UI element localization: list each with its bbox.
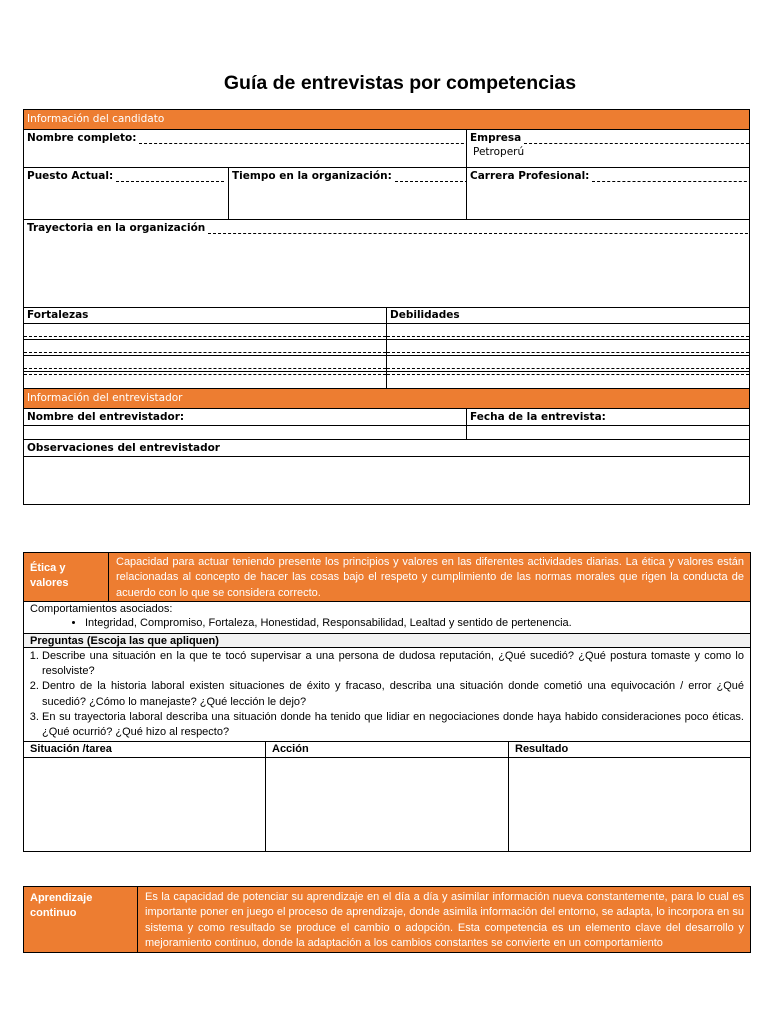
full-name-dashline [139,132,466,144]
result-input[interactable] [509,757,751,851]
ethics-competency-table [23,552,751,852]
questions-header: Preguntas (Escoja las que apliquen) [24,633,751,647]
interviewer-name-label: Nombre del entrevistador: [24,409,467,426]
behaviors-list [30,616,744,631]
col-situation-header: Situación /tarea [24,741,266,757]
interview-date-input[interactable] [467,426,750,440]
company-field[interactable] [467,130,750,168]
current-position-label: Puesto Actual: [27,170,114,182]
trajectory-dashline [208,222,749,234]
question-item: 2. Dentro de la historia laboral existen situaciones de éxito y fracaso, describa una situación donde cometió una equivocación / error ¿Qué sucedió? ¿Cómo lo manejaste? ¿Qué lección le dejo? [42,679,744,710]
learning-description-text: Es la capacidad de potenciar su aprendizaje en el día a día y asimilar información nueva constantemente, para lo cual es importante poner en juego el proceso de aprendizaje, donde asimila información del entorno, se adapta, lo incorpora en su sistema y como resultado se produce el cambio o adopción. Esta competencia es un elemento clave del desarrollo y mejoramiento continuo, donde la adaptación a los cambios constantes se convierte en un comportamiento [145,891,744,949]
strength-line-4[interactable] [24,372,387,389]
candidate-form [23,109,750,505]
strengths-label: Fortalezas [24,308,387,324]
candidate-section-header: Información del candidato [24,110,750,130]
action-input[interactable] [266,757,509,851]
behaviors-cell [24,601,751,633]
company-dashline [524,132,749,144]
behaviors-label: Comportamientos asociados: [30,602,173,615]
learning-competency-table [23,886,751,953]
company-label: Empresa [470,132,522,144]
weakness-line-1[interactable] [387,324,750,340]
questions-cell [24,647,751,741]
strength-line-1[interactable] [24,324,387,340]
company-value: Petroperú [473,146,525,158]
time-in-org-dashline [395,170,467,182]
weakness-line-2[interactable] [387,340,750,356]
career-label: Carrera Profesional: [470,170,590,182]
full-name-field[interactable] [24,130,467,168]
time-in-org-label: Tiempo en la organización: [232,170,392,182]
learning-description [138,887,751,953]
trajectory-label: Trayectoria en la organización [27,222,206,234]
col-action-header: Acción [266,741,509,757]
ethics-description: Capacidad para actuar teniendo presente los principios y valores en las diferentes actividades diarias. La ética y valores están relacionadas al concepto de hacer las cosas bajo el respeto y cumplimiento de las normas morales que rigen la conducta de acuerdo con lo que se considera correcto. [109,553,751,602]
situation-input[interactable] [24,757,266,851]
strength-line-3[interactable] [24,356,387,372]
col-result-header: Resultado [509,741,751,757]
career-dashline [592,170,749,182]
ethics-label: Ética y valores [24,553,109,602]
questions-list [24,649,750,741]
full-name-label: Nombre completo: [27,132,137,144]
interviewer-section-header: Información del entrevistador [24,389,750,409]
weaknesses-label: Debilidades [387,308,750,324]
strength-line-2[interactable] [24,340,387,356]
interview-date-label: Fecha de la entrevista: [467,409,750,426]
trajectory-field[interactable] [24,220,750,308]
interviewer-name-input[interactable] [24,426,467,440]
page-title: Guía de entrevistas por competencias [223,72,577,94]
behaviors-item: • Integridad, Compromiso, Fortaleza, Honestidad, Responsabilidad, Lealtad y sentido de pertenencia. [85,616,744,631]
current-position-field[interactable] [24,168,229,220]
question-item: 1. Describe una situación en la que te tocó supervisar a una persona de dudosa reputación, ¿Qué sucedió? ¿Qué postura tomaste y como lo resolviste? [42,649,744,680]
weakness-line-3[interactable] [387,356,750,372]
weakness-line-4[interactable] [387,372,750,389]
career-field[interactable] [467,168,750,220]
question-item: 3. En su trayectoria laboral describa una situación donde ha tenido que lidiar en negociaciones donde haya habido consideraciones poco éticas. ¿Qué ocurrió? ¿Qué hizo al respecto? [42,710,744,741]
current-position-dashline [116,170,224,182]
observations-input[interactable] [24,457,750,505]
time-in-org-field[interactable] [229,168,467,220]
learning-label: Aprendizaje continuo [24,887,138,953]
observations-label: Observaciones del entrevistador [24,440,750,457]
